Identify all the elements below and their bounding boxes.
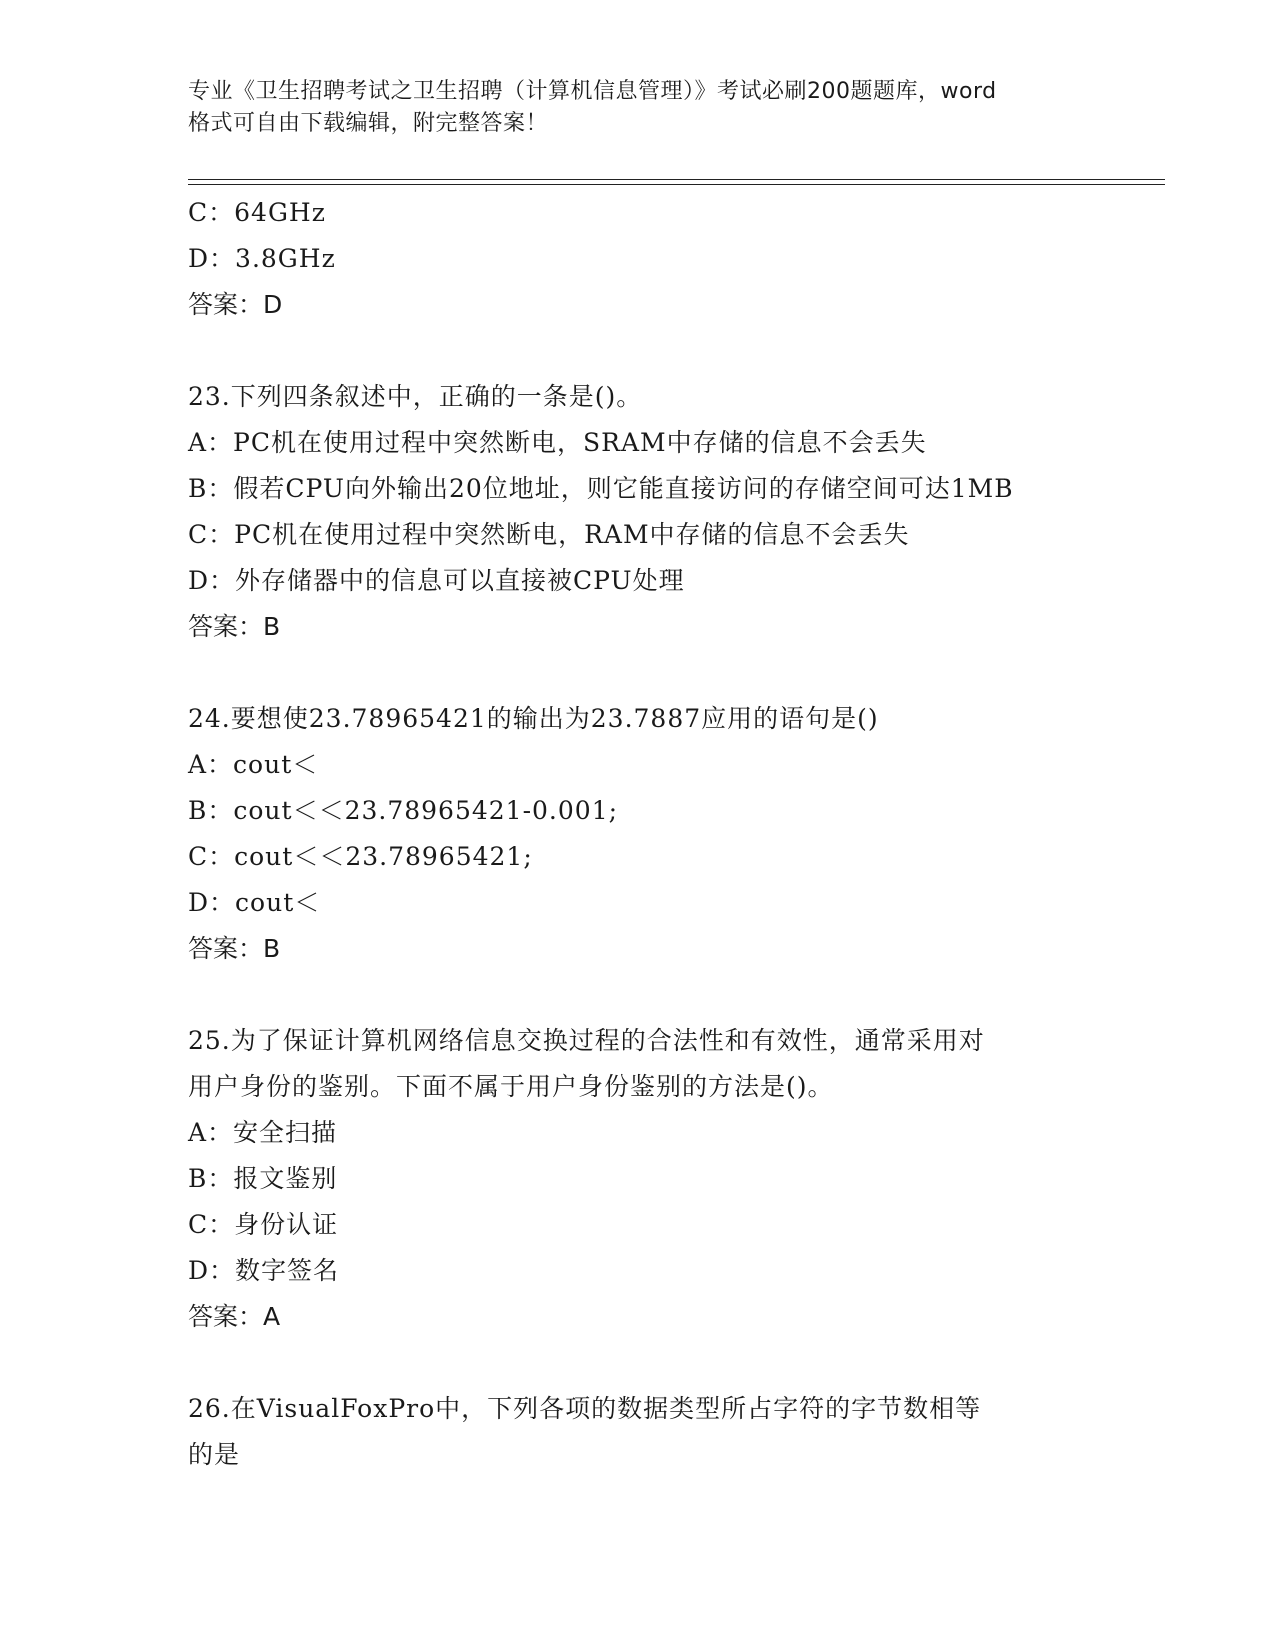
option-a: A：cout＜: [188, 750, 319, 779]
spacer: [188, 972, 1178, 1018]
option-c: C：cout＜＜23.78965421;: [188, 842, 533, 871]
question-24: [188, 696, 1178, 972]
option-d: D：3.8GHz: [188, 244, 336, 273]
answer: 答案：B: [188, 934, 281, 963]
option-a: A：安全扫描: [188, 1118, 338, 1147]
option-b: B：报文鉴别: [188, 1164, 338, 1193]
option-d: D：cout＜: [188, 888, 321, 917]
option-b: B：cout＜＜23.78965421-0.001;: [188, 796, 619, 825]
spacer: [188, 650, 1178, 696]
header-title-line2: 格式可自由下载编辑，附完整答案！: [188, 111, 549, 136]
question-text-line1: 26.在VisualFoxPro中，下列各项的数据类型所占字符的字节数相等: [188, 1394, 982, 1423]
previous-question-tail: [188, 190, 1178, 328]
option-b: B：假若CPU向外输出20位地址，则它能直接访问的存储空间可达1MB: [188, 474, 1014, 503]
header-title-line1: 专业《卫生招聘考试之卫生招聘（计算机信息管理）》考试必刷200题题库，word: [188, 79, 997, 104]
spacer: [188, 328, 1178, 374]
question-26: [188, 1386, 1178, 1478]
option-d: D：数字签名: [188, 1256, 340, 1285]
answer: 答案：B: [188, 612, 281, 641]
option-c: C：PC机在使用过程中突然断电，RAM中存储的信息不会丢失: [188, 520, 910, 549]
option-a: A：PC机在使用过程中突然断电，SRAM中存储的信息不会丢失: [188, 428, 927, 457]
question-content: [188, 190, 1178, 1478]
answer: 答案：A: [188, 1302, 281, 1331]
header-rule-bottom: [188, 184, 1165, 185]
question-25: [188, 1018, 1178, 1340]
option-d: D：外存储器中的信息可以直接被CPU处理: [188, 566, 685, 595]
question-text-line1: 25.为了保证计算机网络信息交换过程的合法性和有效性，通常采用对: [188, 1026, 985, 1055]
option-c: C：64GHz: [188, 198, 326, 227]
answer: 答案：D: [188, 290, 283, 319]
header-rule-top: [188, 179, 1165, 180]
document-header: [188, 76, 1098, 140]
question-text: 24.要想使23.78965421的输出为23.7887应用的语句是(): [188, 704, 879, 733]
question-text: 23.下列四条叙述中，正确的一条是()。: [188, 382, 643, 411]
question-text-line2: 用户身份的鉴别。下面不属于用户身份鉴别的方法是()。: [188, 1072, 834, 1101]
question-23: [188, 374, 1178, 650]
spacer: [188, 1340, 1178, 1386]
question-text-line2: 的是: [188, 1440, 241, 1469]
option-c: C：身份认证: [188, 1210, 339, 1239]
